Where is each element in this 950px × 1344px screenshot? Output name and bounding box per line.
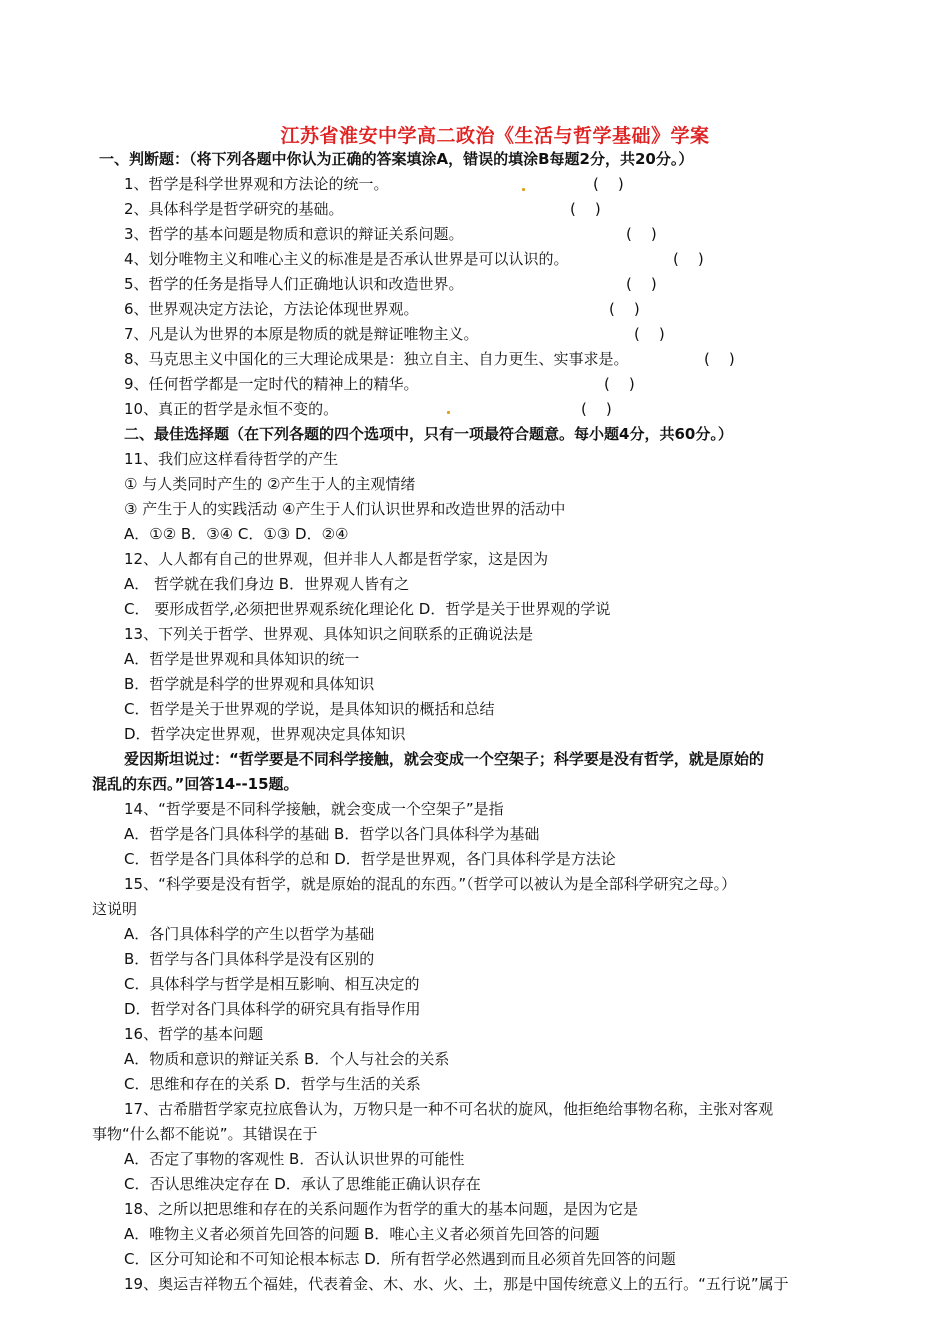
answer-blank[interactable]: ( ) <box>634 325 665 343</box>
q15-choice-c: C．具体科学与哲学是相互影响、相互决定的 <box>124 975 420 993</box>
q13-choice-a: A．哲学是世界观和具体知识的统一 <box>124 650 360 668</box>
question-18: 18、之所以把思维和存在的关系问题作为哲学的重大的基本问题，是因为它是 <box>124 1200 639 1218</box>
judge-item-4: 4、划分唯物主义和唯心主义的标准是是否承认世界是可以认识的。 <box>124 250 569 268</box>
judge-item-7: 7、凡是认为世界的本原是物质的就是辩证唯物主义。 <box>124 325 479 343</box>
q14-choices-ab: A．哲学是各门具体科学的基础 B．哲学以各门具体科学为基础 <box>124 825 540 843</box>
answer-blank[interactable]: ( ) <box>581 400 612 418</box>
q12-choices-cd: C． 要形成哲学,必须把世界观系统化理论化 D．哲学是关于世界观的学说 <box>124 600 611 618</box>
q11-choices: A．①② B．③④ C．①③ D．②④ <box>124 525 349 543</box>
einstein-quote-line2: 混乱的东西。”回答14--15题。 <box>92 775 299 793</box>
section1-heading: 一、判断题：（将下列各题中你认为正确的答案填涂A，错误的填涂B每题2分，共20分。） <box>99 150 694 168</box>
ink-speck <box>447 411 450 414</box>
judge-item-6: 6、世界观决定方法论，方法论体现世界观。 <box>124 300 419 318</box>
q17-choices-cd: C．否认思维决定存在 D．承认了思维能正确认识存在 <box>124 1175 481 1193</box>
question-12: 12、人人都有自己的世界观，但并非人人都是哲学家，这是因为 <box>124 550 549 568</box>
judge-item-5: 5、哲学的任务是指导人们正确地认识和改造世界。 <box>124 275 464 293</box>
judge-item-8: 8、马克思主义中国化的三大理论成果是：独立自主、自力更生、实事求是。 <box>124 350 629 368</box>
q13-choice-c: C．哲学是关于世界观的学说，是具体知识的概括和总结 <box>124 700 495 718</box>
q13-choice-d: D．哲学决定世界观，世界观决定具体知识 <box>124 725 406 743</box>
q12-choices-ab: A． 哲学就在我们身边 B．世界观人皆有之 <box>124 575 410 593</box>
q15-choice-d: D．哲学对各门具体科学的研究具有指导作用 <box>124 1000 421 1018</box>
judge-item-10: 10、真正的哲学是永恒不变的。 <box>124 400 339 418</box>
judge-item-1: 1、哲学是科学世界观和方法论的统一。 <box>124 175 389 193</box>
q11-options-a: ① 与人类同时产生的 ②产生于人的主观情绪 <box>124 475 416 493</box>
question-17: 17、古希腊哲学家克拉底鲁认为，万物只是一种不可名状的旋风，他拒绝给事物名称，主张对客观 <box>124 1100 774 1118</box>
question-15-cont: 这说明 <box>92 900 138 918</box>
ink-speck <box>522 188 525 191</box>
question-13: 13、下列关于哲学、世界观、具体知识之间联系的正确说法是 <box>124 625 534 643</box>
q18-choices-cd: C．区分可知论和不可知论根本标志 D．所有哲学必然遇到而且必须首先回答的问题 <box>124 1250 676 1268</box>
section2-heading: 二、最佳选择题（在下列各题的四个选项中，只有一项最符合题意。每小题4分，共60分。） <box>124 425 733 443</box>
answer-blank[interactable]: ( ) <box>570 200 601 218</box>
answer-blank[interactable]: ( ) <box>604 375 635 393</box>
q13-choice-b: B．哲学就是科学的世界观和具体知识 <box>124 675 375 693</box>
answer-blank[interactable]: ( ) <box>626 225 657 243</box>
answer-blank[interactable]: ( ) <box>626 275 657 293</box>
answer-blank[interactable]: ( ) <box>609 300 640 318</box>
question-11: 11、我们应这样看待哲学的产生 <box>124 450 339 468</box>
question-16: 16、哲学的基本问题 <box>124 1025 264 1043</box>
judge-item-9: 9、任何哲学都是一定时代的精神上的精华。 <box>124 375 419 393</box>
question-19: 19、奥运吉祥物五个福娃，代表着金、木、水、火、土，那是中国传统意义上的五行。“五行说”属于 <box>124 1275 789 1293</box>
q15-choice-a: A．各门具体科学的产生以哲学为基础 <box>124 925 375 943</box>
q18-choices-ab: A．唯物主义者必须首先回答的问题 B．唯心主义者必须首先回答的问题 <box>124 1225 600 1243</box>
judge-item-2: 2、具体科学是哲学研究的基础。 <box>124 200 344 218</box>
page-title: 江苏省淮安中学高二政治《生活与哲学基础》学案 <box>280 125 710 147</box>
q16-choices-ab: A．物质和意识的辩证关系 B．个人与社会的关系 <box>124 1050 450 1068</box>
judge-item-3: 3、哲学的基本问题是物质和意识的辩证关系问题。 <box>124 225 464 243</box>
question-14: 14、“哲学要是不同科学接触，就会变成一个空架子”是指 <box>124 800 504 818</box>
question-17-cont: 事物“什么都不能说”。其错误在于 <box>92 1125 318 1143</box>
answer-blank[interactable]: ( ) <box>593 175 624 193</box>
q16-choices-cd: C．思维和存在的关系 D．哲学与生活的关系 <box>124 1075 421 1093</box>
answer-blank[interactable]: ( ) <box>704 350 735 368</box>
question-15: 15、“科学要是没有哲学，就是原始的混乱的东西。”（哲学可以被认为是全部科学研究之母。） <box>124 875 737 893</box>
q14-choices-cd: C．哲学是各门具体科学的总和 D．哲学是世界观，各门具体科学是方法论 <box>124 850 616 868</box>
q15-choice-b: B．哲学与各门具体科学是没有区别的 <box>124 950 375 968</box>
einstein-quote-line1: 爱因斯坦说过：“哲学要是不同科学接触，就会变成一个空架子；科学要是没有哲学，就是原始的 <box>124 750 764 768</box>
q11-options-b: ③ 产生于人的实践活动 ④产生于人们认识世界和改造世界的活动中 <box>124 500 566 518</box>
q17-choices-ab: A．否定了事物的客观性 B．否认认识世界的可能性 <box>124 1150 465 1168</box>
answer-blank[interactable]: ( ) <box>673 250 704 268</box>
